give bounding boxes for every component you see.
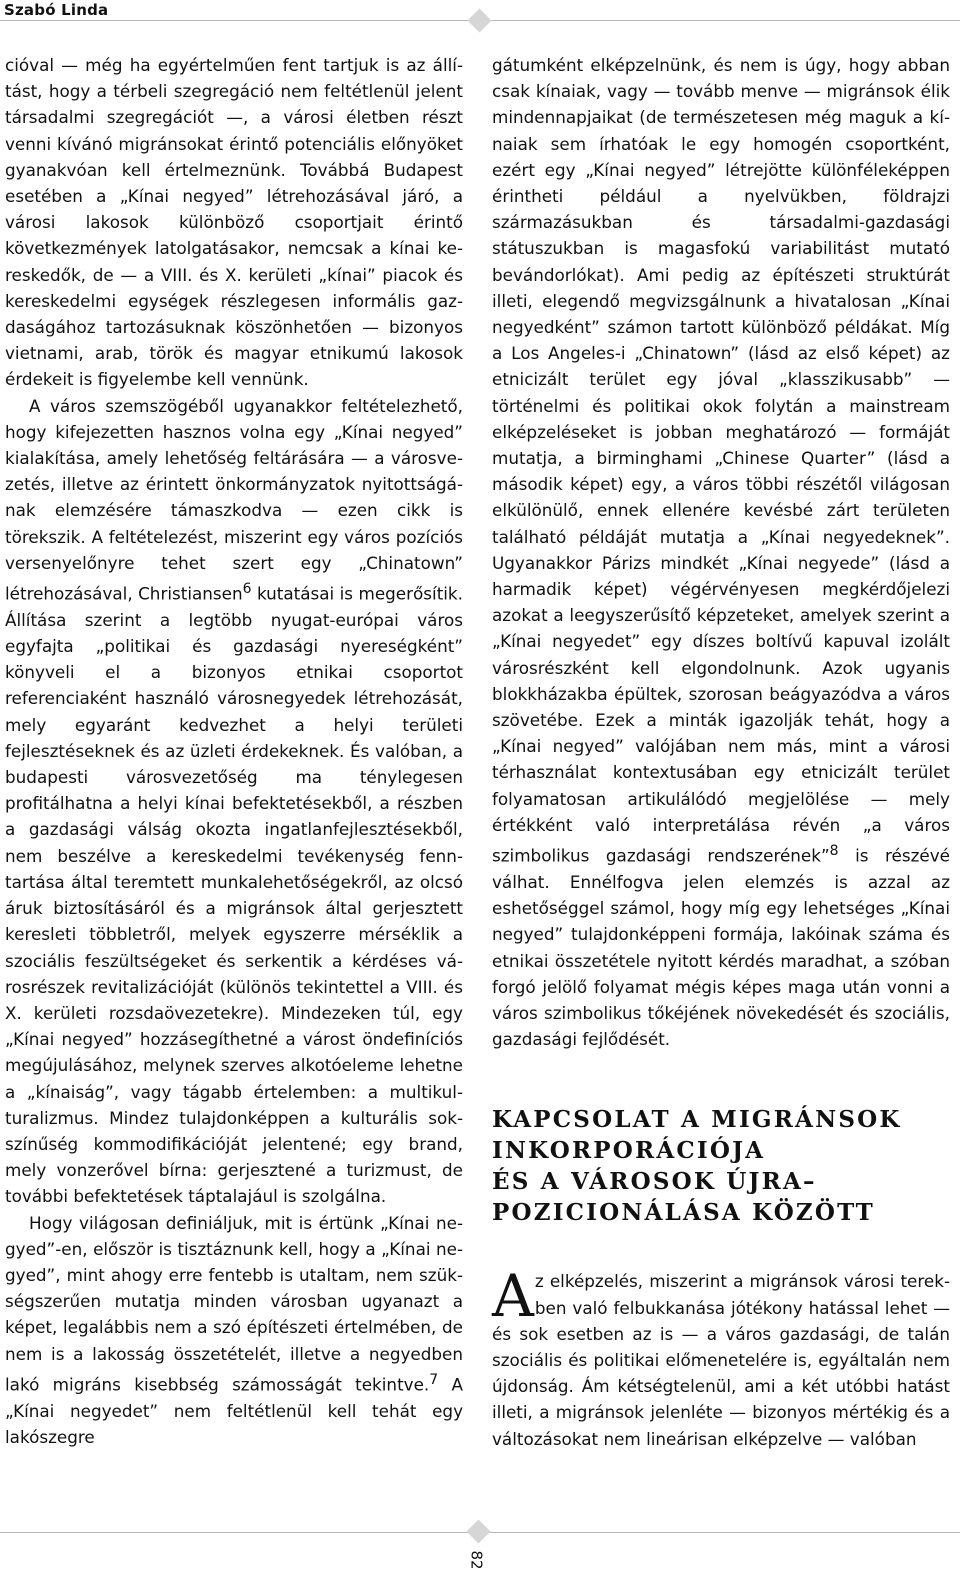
- running-head-author: Szabó Linda: [4, 1, 109, 19]
- section-heading-line: KAPCSOLAT A MIGRÁNSOK: [492, 1106, 902, 1134]
- section-heading-line: ÉS A VÁROSOK ÚJRA–: [492, 1168, 817, 1196]
- footer-diamond-ornament: [466, 1519, 490, 1543]
- page-number-text: 82: [468, 1550, 486, 1570]
- header-diamond-ornament: [467, 8, 491, 32]
- drop-cap: A: [492, 1262, 534, 1331]
- paragraph-text: gátumként elképzelnünk, és nem is úgy, hogy abban csak kínaiak, vagy — tovább menve — migránsok élik mindennapjaikat (de természetesen még maguk a kínaiak sem írhatóak le egy homogén csoportként, ezért egy „Kínai negyed” létrejötte különféleképpen érintheti például a nyelvükben, földrajzi származásukban és társadalmi-gazdasági státuszukban is magasfokú variabilitást mutató bevándorlókat). Ami pedig az építészeti struktúrát illeti, elegendő megvizsgálnunk a hivatalosan „Kínai negyedként” számon tartott különböző példákat. Míg a Los Angeles-i „Chinatown” (lásd az első képet) az etnicizált terület egy jóval „klasszikusabb” — történelmi és politikai okok folytán a mainstream elképzeléseket is jobban meghatározó — formáját mutatja, a birminghami „Chinese Quarter” (lásd a második képet) egy, a város többi részétől világosan elkülönülő, ennek ellenére kevésbé zárt területen található példáját mutatja a „Kínai negyedeknek”. Ugyanakkor Párizs mindkét „Kínai negyede” (lásd a harmadik képet) végérvényesen megkérdőjelezi azokat a leegyszerűsítő képzeteket, amelyek szerint a „Kínai negyedet” egy díszes boltívű kapuval izolált városrészként kell elgondolnunk. Azok ugyanis blokkházakba épültek, szorosan beágyazódva a város szövetébe. Ezek a minták igazolják tehát, hogy a „Kínai negyed” valójában nem más, mint a városi térhasználat kontextusában egy etnicizált terület folyamatosan artikulálódó megjelölése — mely értékként való interpretálása révén „a város szimbolikus gazdasági rendszerének”: [492, 55, 950, 866]
- paragraph-text: A város szemszögéből ugyanakkor feltételezhető, hogy kifejezetten hasznos volna egy „Kínai negyed” kialakítása, amely lehetőség feltárására — a városvezetés, illetve az érintett önkormányzatok nyitottságának elemzésére támaszkodva — ezen cikk is törekszik. A feltételezést, miszerint egy város pozíciós versenyelőnyre tehet szert egy „Chinatown” létrehozásával, Christiansen: [5, 395, 463, 604]
- right-column: [492, 52, 950, 1452]
- paragraph-text: z elképzelés, miszerint a migránsok városi terekben való felbukkanása jótékony hatással lehet — és sok esetben az is — a város gazdasági, de talán szociális és politikai előmenetelére is, egyáltalán nem újdonság. Ám kétségtelenül, ami a két utóbbi hatást illeti, a migránsok jelenléte — bizonyos mértékig és a változásokat nem lineárisan elképzelve — valóban: [492, 1271, 950, 1449]
- footnote-ref: 6: [242, 581, 252, 598]
- section-heading-line: INKORPORÁCIÓJA: [492, 1137, 766, 1165]
- paragraph-text: kutatásai is megerősítik. Állítása szerint a legtöbb nyugat-európai város egyfajta „politikai és gazdasági nyereségként” könyveli el a bizonyos etnikai csoportot referenciaként használó városnegyedek létrehozását, mely egyaránt kedvezhet a helyi területi fejlesztéseknek és az üzleti érdekeknek. És valóban, a budapesti városvezetőség ma ténylegesen profitálhatna a helyi kínai befektetésekből, a részben a gazdasági válság okozta ingatlanfejlesztésekből, nem beszélve a kereskedelmi tevékenység fenntartása által teremtett munkalehetőségekről, az olcsó áruk biztosításáról és a migránsok által gerjesztett keresleti többletről, melyek egyszerre mérséklik a szociális feszültségeket és serkentik a kérdéses városrészek revitalizációját (különös tekintettel a VIII. és X. kerületi rozsdaövezetekre). Mindezeken túl, egy „Kínai negyed” hozzásegíthetné a várost öndefiníciós megújulásához, melynek szerves alkotóeleme lehetne a „kínaiság”, vagy tágabb értelemben: a multikulturalizmus. Mindez tulajdonképpen a kulturális sokszínűség kommodifikációját jelentené; egy brand, mely vonzerővel bírna: gerjesztené a turizmust, de további befektetések táptalajául is szolgálna.: [5, 583, 463, 1207]
- page-number: [464, 1543, 490, 1577]
- paragraph: [5, 393, 463, 1210]
- section-heading-line: POZICIONÁLÁSA KÖZÖTT: [492, 1199, 875, 1227]
- footnote-ref: 8: [829, 843, 839, 860]
- paragraph: [5, 1210, 463, 1450]
- left-column: [5, 52, 463, 1450]
- section-heading: [492, 1104, 950, 1228]
- paragraph: [492, 1262, 950, 1451]
- paragraph-text: is részévé válhat. Ennélfogva jelen elemzés is azzal az eshetőséggel számol, hogy míg egy lehetséges „Kínai negyed” tulajdonképpeni formája, lakóinak száma és etnikai összetétele nyitott kérdés maradhat, a szóban forgó jelölő folyamat mégis képes maga után vonni a város szimbolikus tőkéjének növekedését és szociális, gazdasági fejlődését.: [492, 845, 950, 1050]
- footnote-ref: 7: [429, 1371, 439, 1388]
- paragraph-text: A „Kínai negyedet” nem feltétlenül kell tehát egy lakószegre: [5, 1374, 463, 1447]
- paragraph: cióval — még ha egyértelműen fent tartjuk is az állítást, hogy a térbeli szegregáció nem feltétlenül jelent társadalmi szegregációt —, a városi életben részt venni kívánó migránsokat érintő potenciális előnyöket gyanakvóan kell értelmeznünk. Továbbá Budapest esetében a „Kínai negyed” létrehozásával járó, a városi lakosok különböző csoportjait érintő következmények latolgatásakor, nemcsak a kínai kereskedők, de — a VIII. és X. kerületi „kínai” piacok és kereskedelmi egységek részlegesen informális gazdaságához tartozásuknak köszönhetően — bizonyos vietnami, arab, török és magyar etnikumú lakosok érdekeit is figyelembe kell vennünk.: [5, 55, 463, 390]
- paragraph-text: Hogy világosan definiáljuk, mit is értünk „Kínai negyed”-en, először is tisztáznunk kell, hogy a „Kínai negyed”, mint ahogy erre fentebb is utaltam, nem szükségszerűen mutatja minden városban ugyanazt a képet, legalábbis nem a szó építészeti értelmében, de nem is a lakosság összetételét, illetve a negyedben lakó migráns kisebbség számosságát tekintve.: [5, 1212, 463, 1395]
- paragraph: [492, 52, 950, 1052]
